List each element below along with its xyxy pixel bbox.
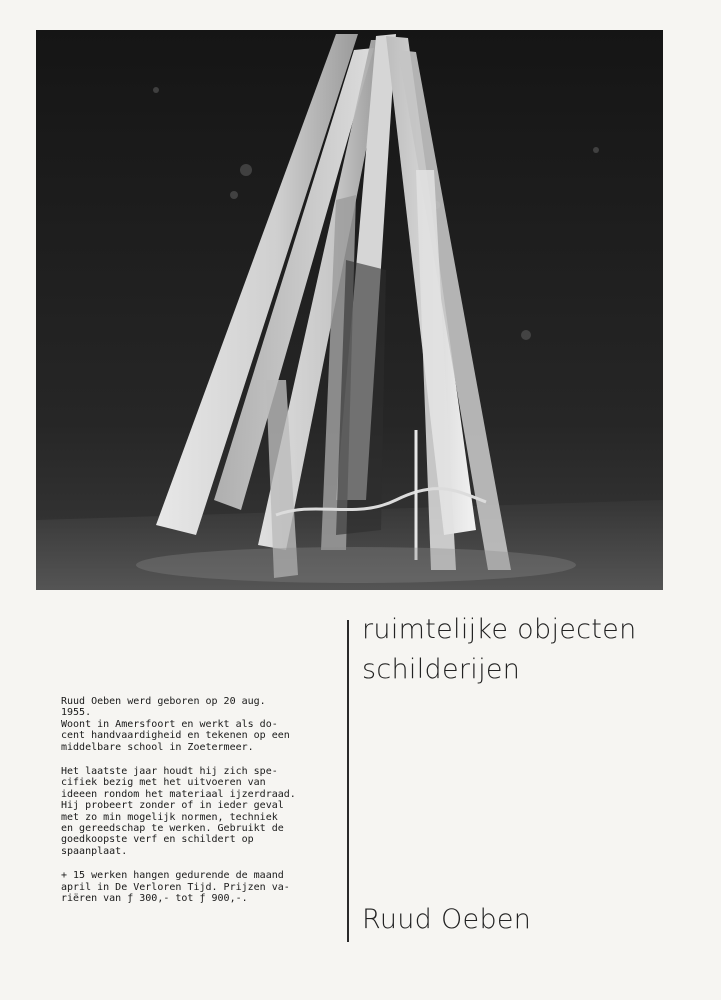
heading-line-2: schilderijen [362,654,521,685]
bio-paragraph-1: Ruud Oeben werd geboren op 20 aug. 1955. Woont in Amersfoort en werkt als do- cent handvaardigheid en tekenen op een middelbare school in Zoetermeer. [61,696,290,753]
sculpture-photo [36,30,663,590]
artist-name: Ruud Oeben [362,904,532,935]
bio-paragraph-2: Het laatste jaar houdt hij zich spe- cifiek bezig met het uitvoeren van ideeen rondom het materiaal ijzerdraad. Hij probeert zonder of in ieder geval met zo min mogelijk normen, techniek en gereedschap te werken. Gebruikt de goedkoopste verf en schildert op spaanplaat. [61,766,296,857]
bio-paragraph-3: + 15 werken hangen gedurende de maand april in De Verloren Tijd. Prijzen va- riëren van ƒ 300,- tot ƒ 900,-. [61,870,290,905]
biography-text [61,696,346,918]
sculpture-image [36,30,663,590]
vertical-divider [347,620,349,942]
heading-line-1: ruimtelijke objecten [362,614,637,645]
